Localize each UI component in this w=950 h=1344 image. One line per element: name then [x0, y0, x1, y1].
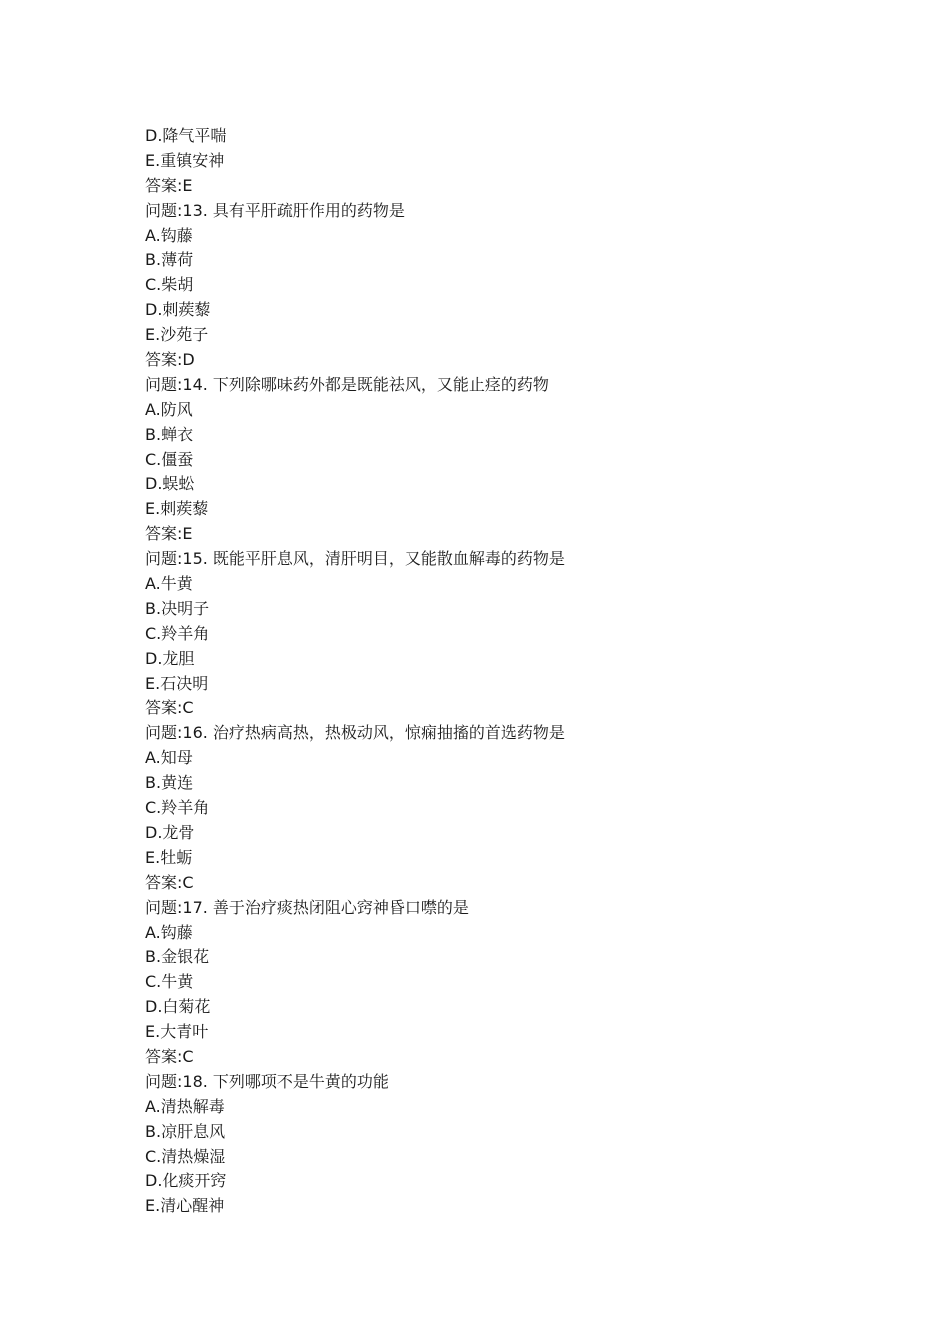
option-line: A.钩藤 — [145, 922, 193, 942]
option-line: C.羚羊角 — [145, 623, 210, 643]
option-line: A.钩藤 — [145, 225, 193, 245]
option-line: D.龙骨 — [145, 822, 195, 842]
option-line: C.清热燥湿 — [145, 1146, 226, 1166]
answer-line: 答案:C — [145, 1046, 194, 1066]
option-line: E.石决明 — [145, 673, 209, 693]
answer-line: 答案:D — [145, 350, 195, 370]
question-line: 问题:14. 下列除哪味药外都是既能祛风，又能止痉的药物 — [145, 374, 549, 394]
question-line: 问题:17. 善于治疗痰热闭阻心窍神昏口噤的是 — [145, 897, 469, 917]
option-line: E.沙苑子 — [145, 325, 209, 345]
question-line: 问题:16. 治疗热病高热，热极动风，惊痫抽搐的首选药物是 — [145, 723, 565, 743]
question-text-block — [145, 124, 845, 1219]
question-line: 问题:13. 具有平肝疏肝作用的药物是 — [145, 200, 405, 220]
option-line: D.刺蒺藜 — [145, 300, 211, 320]
option-line: C.柴胡 — [145, 275, 194, 295]
option-line: A.清热解毒 — [145, 1096, 225, 1116]
option-line: D.降气平喘 — [145, 126, 227, 145]
option-line: E.牡蛎 — [145, 847, 193, 867]
option-line: A.防风 — [145, 399, 193, 419]
option-line: D.龙胆 — [145, 648, 195, 668]
option-line: D.蜈蚣 — [145, 474, 195, 494]
option-line: E.清心醒神 — [145, 1196, 225, 1216]
option-line: B.金银花 — [145, 947, 210, 967]
option-line: B.决明子 — [145, 598, 210, 618]
option-line: E.刺蒺藜 — [145, 499, 209, 519]
option-line: B.黄连 — [145, 773, 194, 793]
option-line: E.重镇安神 — [145, 150, 225, 170]
option-line: A.知母 — [145, 748, 193, 768]
option-line: B.凉肝息风 — [145, 1121, 226, 1141]
option-line: B.蝉衣 — [145, 424, 194, 444]
option-line: D.白菊花 — [145, 997, 211, 1017]
answer-line: 答案:E — [145, 524, 193, 544]
option-line: D.化痰开窍 — [145, 1171, 227, 1191]
option-line: E.大青叶 — [145, 1022, 209, 1042]
question-line: 问题:15. 既能平肝息风，清肝明目，又能散血解毒的药物是 — [145, 549, 565, 569]
answer-line: 答案:C — [145, 872, 194, 892]
answer-line: 答案:C — [145, 698, 194, 718]
option-line: A.牛黄 — [145, 574, 193, 594]
answer-line: 答案:E — [145, 175, 193, 195]
question-line: 问题:18. 下列哪项不是牛黄的功能 — [145, 1071, 389, 1091]
option-line: B.薄荷 — [145, 250, 194, 270]
option-line: C.牛黄 — [145, 972, 194, 992]
option-line: C.僵蚕 — [145, 449, 194, 469]
option-line: C.羚羊角 — [145, 798, 210, 818]
